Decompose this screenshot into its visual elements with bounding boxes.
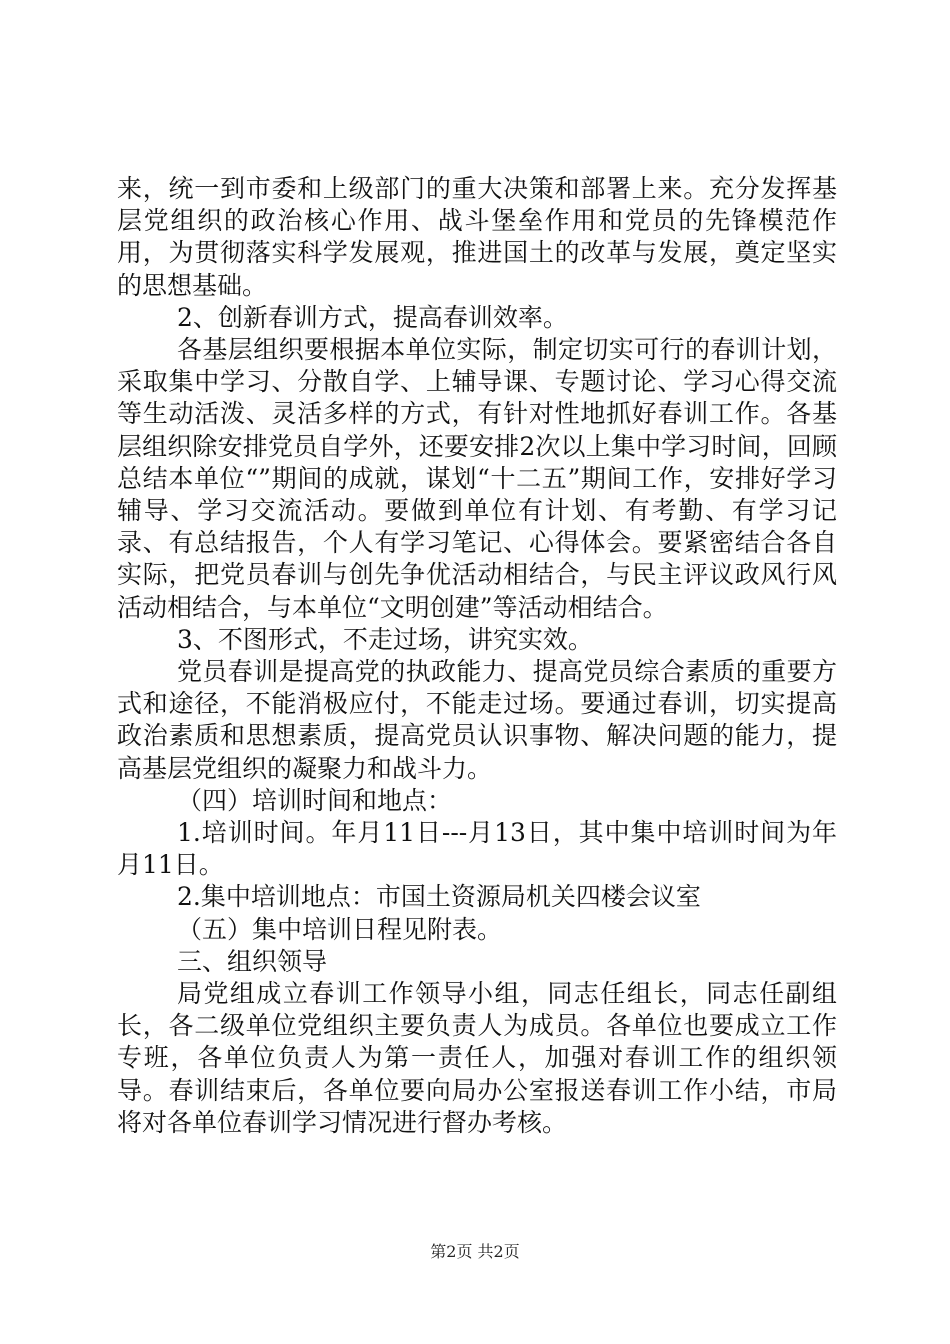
paragraph-4-heading: 3、不图形式，不走过场，讲究实效。	[177, 624, 593, 654]
paragraph-8: 2.集中培训地点：市国土资源局机关四楼会议室	[177, 882, 701, 912]
paragraph-2-heading: 2、创新春训方式，提高春训效率。	[177, 302, 568, 332]
paragraph-1: 来，统一到市委和上级部门的重大决策和部署上来。充分发挥基层党组织的政治核心作用、战斗堡垒作用和党员的先锋模范作用，为贯彻落实科学发展观，推进国土的改革与发展，奠定坚实的思想基础。	[117, 174, 837, 300]
page-number-label: 第2页 共2页	[430, 1242, 520, 1261]
paragraph-5: 党员春训是提高党的执政能力、提高党员综合素质的重要方式和途径，不能消极应付，不能走过场。要通过春训，切实提高政治素质和思想素质，提高党员认识事物、解决问题的能力，提高基层党组织的凝聚力和战斗力。	[117, 657, 837, 783]
paragraph-6-heading: （四）培训时间和地点：	[177, 785, 453, 815]
paragraph-10-heading: 三、组织领导	[177, 946, 328, 976]
paragraph-3: 各基层组织要根据本单位实际，制定切实可行的春训计划，采取集中学习、分散自学、上辅导课、专题讨论、学习心得交流等生动活泼、灵活多样的方式，有针对性地抓好春训工作。各基层组织除安排党员自学外，还要安排2次以上集中学习时间，回顾总结本单位“”期间的成就，谋划“十二五”期间工作，安排好学习辅导、学习交流活动。要做到单位有计划、有考勤、有学习记录、有总结报告，个人有学习笔记、心得体会。要紧密结合各自实际，把党员春训与创先争优活动相结合，与民主评议政风行风活动相结合，与本单位“文明创建”等活动相结合。	[117, 335, 837, 622]
paragraph-9-heading: （五）集中培训日程见附表。	[177, 914, 503, 944]
page-footer	[0, 1242, 950, 1262]
paragraph-11: 局党组成立春训工作领导小组，同志任组长，同志任副组长，各二级单位党组织主要负责人为成员。各单位也要成立工作专班，各单位负责人为第一责任人，加强对春训工作的组织领导。春训结束后，各单位要向局办公室报送春训工作小结，市局将对各单位春训学习情况进行督办考核。	[117, 979, 837, 1137]
paragraph-7: 1.培训时间。年月11日---月13日，其中集中培训时间为年月11日。	[117, 818, 837, 880]
document-body	[117, 173, 837, 1139]
